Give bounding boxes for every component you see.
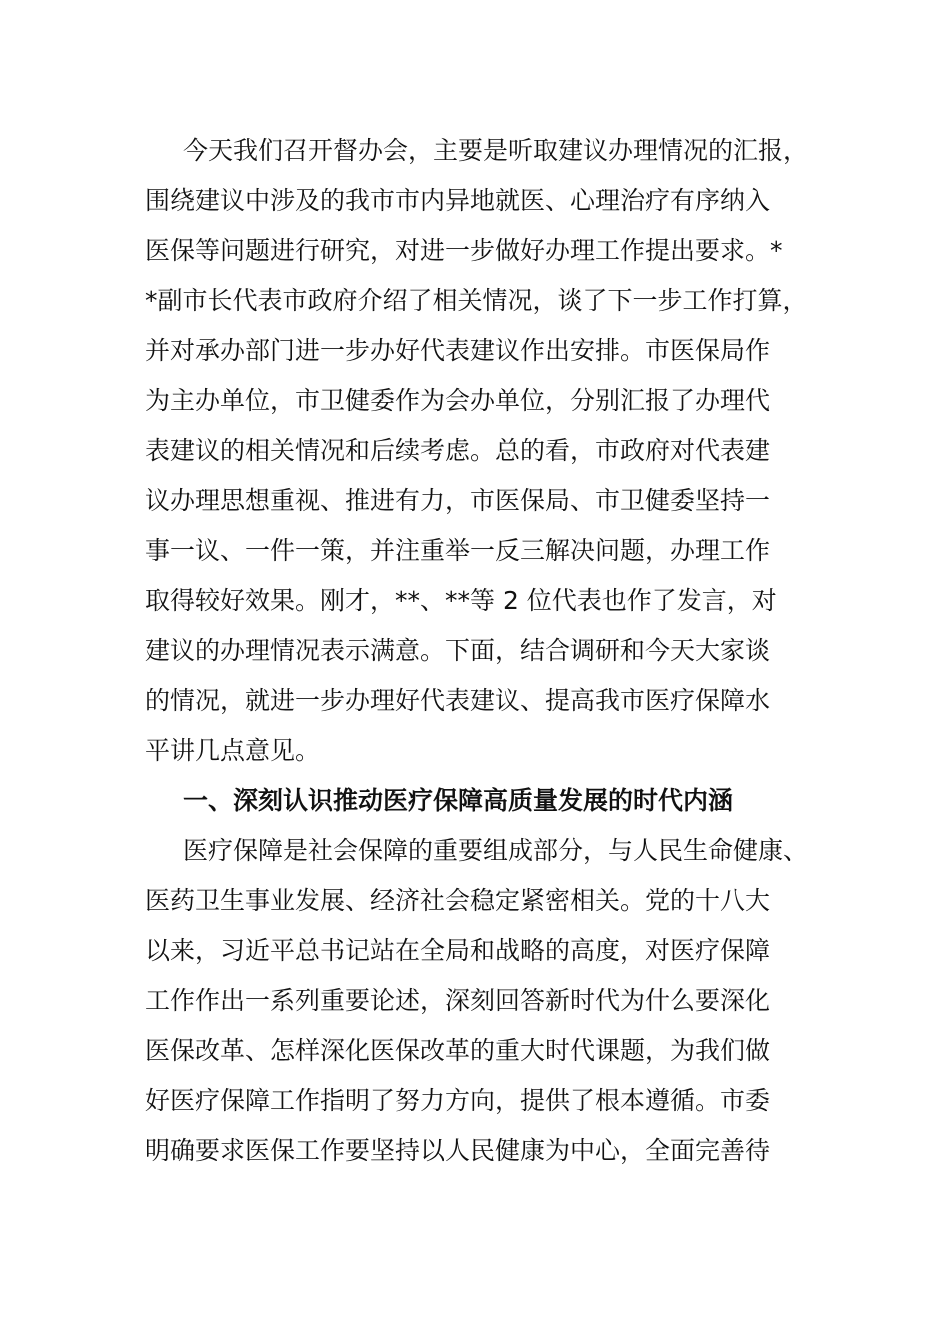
paragraph-line: 平讲几点意见。 — [145, 736, 321, 765]
paragraph-line: 事一议、一件一策，并注重举一反三解决问题，办理工作 — [145, 536, 771, 565]
paragraph-line: 议办理思想重视、推进有力，市医保局、市卫健委坚持一 — [145, 486, 771, 515]
paragraph-line: 并对承办部门进一步办好代表建议作出安排。市医保局作 — [145, 336, 771, 365]
paragraph-line: 取得较好效果。刚才，**、**等 2 位代表也作了发言，对 — [145, 586, 777, 615]
paragraph-line: 好医疗保障工作指明了努力方向，提供了根本遵循。市委 — [145, 1086, 771, 1115]
paragraph-line: 为主办单位，市卫健委作为会办单位，分别汇报了办理代 — [145, 386, 771, 415]
paragraph-line: 建议的办理情况表示满意。下面，结合调研和今天大家谈 — [145, 636, 771, 665]
paragraph-line: 医保等问题进行研究，对进一步做好办理工作提出要求。* — [145, 236, 783, 265]
paragraph-line: 围绕建议中涉及的我市市内异地就医、心理治疗有序纳入 — [145, 186, 771, 215]
paragraph-line: 工作作出一系列重要论述，深刻回答新时代为什么要深化 — [145, 986, 771, 1015]
paragraph-line: 医保改革、怎样深化医保改革的重大时代课题，为我们做 — [145, 1036, 771, 1065]
paragraph-opening — [145, 126, 813, 776]
paragraph-line: 医疗保障是社会保障的重要组成部分，与人民生命健康、 — [183, 836, 809, 865]
paragraph-line: 以来，习近平总书记站在全局和战略的高度，对医疗保障 — [145, 936, 771, 965]
paragraph-line: 明确要求医保工作要坚持以人民健康为中心，全面完善待 — [145, 1136, 771, 1165]
paragraph-line: 今天我们召开督办会，主要是听取建议办理情况的汇报， — [183, 136, 809, 165]
paragraph-section-one — [145, 826, 813, 1176]
document-body — [145, 126, 813, 1176]
paragraph-line: 医药卫生事业发展、经济社会稳定紧密相关。党的十八大 — [145, 886, 771, 915]
paragraph-line: *副市长代表市政府介绍了相关情况，谈了下一步工作打算， — [145, 286, 808, 315]
paragraph-line: 的情况，就进一步办理好代表建议、提高我市医疗保障水 — [145, 686, 771, 715]
section-heading: 一、深刻认识推动医疗保障高质量发展的时代内涵 — [183, 786, 734, 815]
paragraph-line: 表建议的相关情况和后续考虑。总的看，市政府对代表建 — [145, 436, 771, 465]
